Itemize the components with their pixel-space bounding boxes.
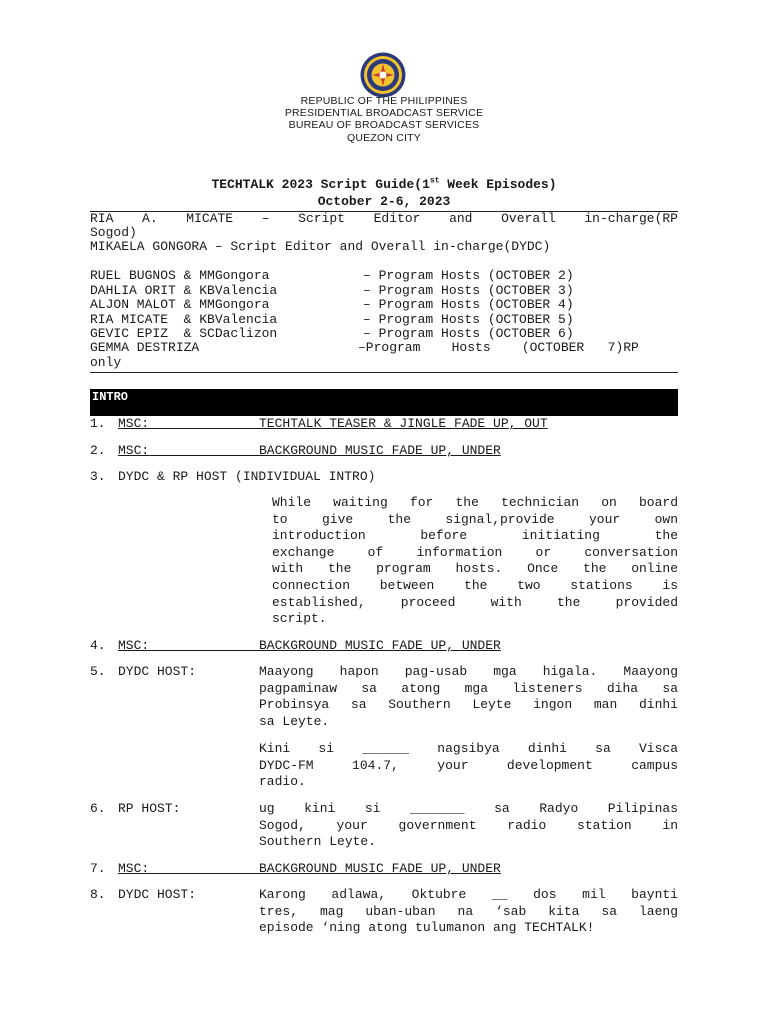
cue-text: BACKGROUND MUSIC FADE UP, UNDER bbox=[259, 638, 501, 653]
agency-header bbox=[234, 95, 534, 144]
paragraph-line: introduction before initiating the bbox=[272, 528, 678, 544]
dialogue-paragraph bbox=[259, 801, 678, 851]
paragraph-line: established, proceed with the provided bbox=[272, 594, 678, 610]
section-label: INTRO bbox=[92, 390, 129, 404]
cue-text: TECHTALK TEASER & JINGLE FADE UP, OUT bbox=[259, 416, 548, 431]
agency-line: REPUBLIC OF THE PHILIPPINES bbox=[300, 95, 468, 107]
host-role: – Program Hosts (OCTOBER 3) bbox=[363, 283, 574, 298]
paragraph-line: Karong adlawa, Oktubre __ dos mil baynti bbox=[259, 887, 678, 902]
paragraph-line: DYDC-FM 104.7, your development campus bbox=[259, 757, 678, 773]
host-names: RIA MICATE & KBValencia bbox=[90, 312, 278, 327]
item-number: 8. bbox=[90, 887, 106, 902]
paragraph-line: script. bbox=[272, 611, 327, 627]
paragraph-line: Maayong hapon pag-usab mga higala. Maayong bbox=[259, 664, 678, 679]
document-title bbox=[90, 177, 678, 193]
paragraph-line: sa Leyte. bbox=[259, 713, 330, 729]
item-label bbox=[118, 638, 266, 655]
divider bbox=[90, 372, 678, 373]
item-label: DYDC HOST: bbox=[118, 664, 197, 679]
paragraph-line: connection between the two stations is bbox=[272, 577, 678, 593]
item-label bbox=[118, 861, 266, 878]
item-label bbox=[118, 443, 266, 460]
document-date: October 2-6, 2023 bbox=[317, 194, 451, 209]
item-label: DYDC HOST: bbox=[118, 887, 197, 902]
paragraph-line: exchange of information or conversation bbox=[272, 544, 678, 560]
agency-line: QUEZON CITY bbox=[347, 131, 421, 144]
title-main: TECHTALK 2023 Script Guide(1 bbox=[211, 177, 430, 192]
item-number: 5. bbox=[90, 664, 106, 679]
host-names: GEVIC EPIZ & SCDaclizon bbox=[90, 326, 278, 341]
paragraph-line: Probinsya sa Southern Leyte ingon man dinhi bbox=[259, 697, 678, 713]
agency-line: PRESIDENTIAL BROADCAST SERVICE bbox=[284, 107, 484, 120]
cue-label: MSC: bbox=[118, 443, 150, 458]
government-seal-logo bbox=[360, 52, 406, 98]
dialogue-paragraph bbox=[259, 887, 678, 937]
paragraph-line: radio. bbox=[259, 774, 306, 790]
paragraph-line: Sogod, your government radio station in bbox=[259, 817, 678, 833]
item-number: 3. bbox=[90, 469, 106, 484]
host-role: – Program Hosts (OCTOBER 2) bbox=[363, 268, 574, 283]
paragraph-line: episode ‘ning atong tulumanon ang TECHTALK! bbox=[259, 920, 595, 936]
host-role: – Program Hosts (OCTOBER 6) bbox=[363, 326, 574, 341]
cue-label: MSC: bbox=[118, 638, 150, 653]
editor-line-2: MIKAELA GONGORA – Script Editor and Overall in-charge(DYDC) bbox=[90, 239, 551, 254]
paragraph-line: to give the signal,provide your own bbox=[272, 511, 678, 527]
paragraph-line: While waiting for the technician on board bbox=[272, 495, 678, 510]
host-names: GEMMA DESTRIZA bbox=[90, 340, 200, 355]
item-number: 6. bbox=[90, 801, 106, 816]
cue-label: MSC: bbox=[118, 861, 150, 876]
dialogue-paragraph bbox=[259, 664, 678, 730]
title-rest: Week Episodes) bbox=[439, 177, 557, 192]
cue-text: BACKGROUND MUSIC FADE UP, UNDER bbox=[259, 861, 501, 876]
host-names: ALJON MALOT & MMGongora bbox=[90, 297, 270, 312]
item-label: DYDC & RP HOST (INDIVIDUAL INTRO) bbox=[118, 469, 376, 484]
item-number: 2. bbox=[90, 443, 106, 458]
title-superscript: st bbox=[429, 176, 440, 186]
host-names: DAHLIA ORIT & KBValencia bbox=[90, 283, 278, 298]
host-names: RUEL BUGNOS & MMGongora bbox=[90, 268, 270, 283]
agency-line: BUREAU OF BROADCAST SERVICES bbox=[288, 119, 480, 132]
paragraph-line: Kini si ______ nagsibya dinhi sa Visca bbox=[259, 741, 678, 756]
editor-line-1-cont: Sogod) bbox=[90, 225, 137, 240]
paragraph-line: with the program hosts. Once the online bbox=[272, 561, 678, 577]
item-number: 1. bbox=[90, 416, 106, 431]
item-label: RP HOST: bbox=[118, 801, 181, 816]
item-number: 4. bbox=[90, 638, 106, 653]
host-role: –Program Hosts (OCTOBER 7)RP bbox=[358, 340, 639, 355]
paragraph-line: tres, mag uban-uban na ‘sab kita sa laeng bbox=[259, 903, 678, 919]
cue-label: MSC: bbox=[118, 416, 150, 431]
item-number: 7. bbox=[90, 861, 106, 876]
paragraph-line: ug kini si _______ sa Radyo Pilipinas bbox=[259, 801, 678, 816]
editor-line-1: RIA A. MICATE – Script Editor and Overall in-charge(RP bbox=[90, 211, 678, 226]
host-role: – Program Hosts (OCTOBER 5) bbox=[363, 312, 574, 327]
item-label bbox=[118, 416, 266, 433]
cue-text: BACKGROUND MUSIC FADE UP, UNDER bbox=[259, 443, 501, 458]
host-role: – Program Hosts (OCTOBER 4) bbox=[363, 297, 574, 312]
instruction-paragraph bbox=[272, 495, 678, 628]
paragraph-line: pagpaminaw sa atong mga listeners diha sa bbox=[259, 680, 678, 696]
host-row-cont: only bbox=[90, 355, 122, 370]
section-header-intro bbox=[90, 389, 678, 416]
dialogue-paragraph bbox=[259, 741, 678, 791]
paragraph-line: Southern Leyte. bbox=[259, 834, 377, 850]
